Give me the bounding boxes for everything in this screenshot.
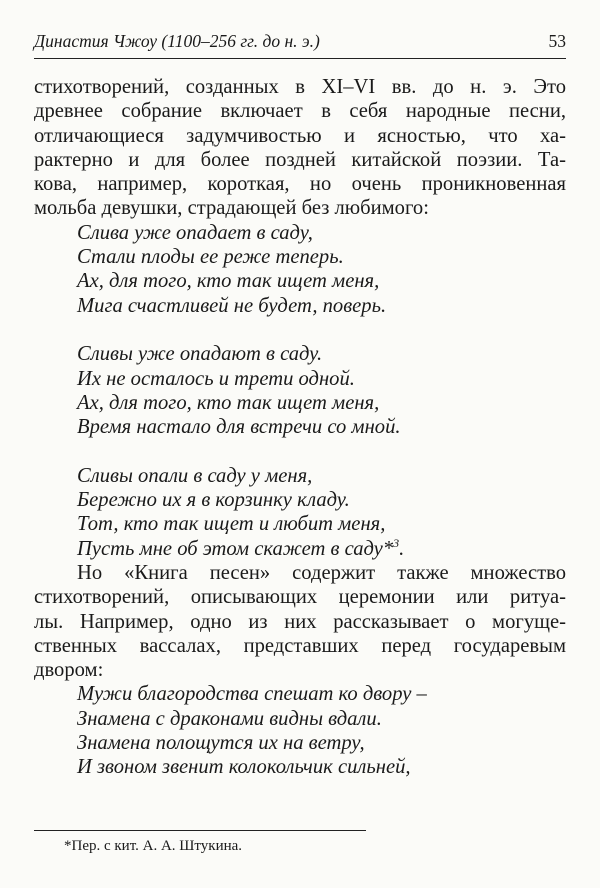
footnote-divider [34, 830, 366, 831]
stanza-gap [34, 439, 566, 463]
verse-line: Бережно их я в корзинку кладу. [77, 489, 350, 512]
verse-line: Сливы опали в саду у меня, [77, 464, 313, 487]
running-header-title: Династия Чжоу (1100–256 гг. до н. э.) [34, 31, 320, 51]
prose-line: кова, например, короткая, но очень проникновенная [34, 173, 566, 196]
verse-line: Тот, кто так ищет и любит меня, [77, 513, 386, 536]
verse-line: Слива уже опадает в саду, [77, 221, 313, 244]
verse-line: Их не осталось и трети одной. [77, 367, 355, 390]
footnote-reference: 3 [393, 535, 400, 550]
prose-line: мольба девушки, страдающей без любимого: [34, 197, 429, 220]
page-body [34, 75, 566, 780]
verse-line: Время настало для встречи со мной. [77, 416, 401, 439]
verse-text: Пусть мне об этом скажет в саду* [77, 537, 394, 560]
prose-line: стихотворений, созданных в XI–VI вв. до н. э. Это [34, 76, 566, 98]
verse-period: . [399, 537, 405, 560]
verse-line: Знамена с драконами видны вдали. [77, 707, 382, 730]
verse-line: Знамена полощутся их на ветру, [77, 732, 365, 755]
page-number: 53 [548, 31, 566, 51]
prose-line: лы. Например, одно из них рассказывает о могуще- [34, 610, 566, 633]
verse-line: Ах, для того, кто так ищет меня, [77, 270, 380, 293]
prose-line: стихотворений, описывающих церемонии или ритуа- [34, 586, 566, 609]
prose-line: ственных вассалах, представших перед государевым [34, 634, 566, 657]
verse-line: Мужи благородства спешат ко двору – [77, 683, 427, 706]
prose-line: древнее собрание включает в себя народные песни, [34, 100, 566, 123]
prose-line: рактерно и для более поздней китайской поэзии. Та- [34, 148, 566, 171]
verse-line: Сливы уже опадают в саду. [77, 343, 323, 366]
verse-line: И звоном звенит колокольчик сильней, [77, 756, 411, 779]
verse-line: Мига счастливей не будет, поверь. [77, 294, 387, 317]
prose-line: двором: [34, 659, 104, 682]
stanza-gap [34, 318, 566, 342]
prose-line: отличающиеся задумчивостью и ясностью, что ха- [34, 124, 566, 147]
verse-line: Ах, для того, кто так ищет меня, [77, 391, 380, 414]
verse-line: Стали плоды ее реже теперь. [77, 246, 344, 269]
verse-line-with-note [34, 537, 566, 561]
running-header [34, 30, 566, 59]
footnote: *Пер. с кит. А. А. Штукина. [64, 838, 243, 854]
prose-line: Но «Книга песен» содержит также множество [77, 561, 566, 584]
